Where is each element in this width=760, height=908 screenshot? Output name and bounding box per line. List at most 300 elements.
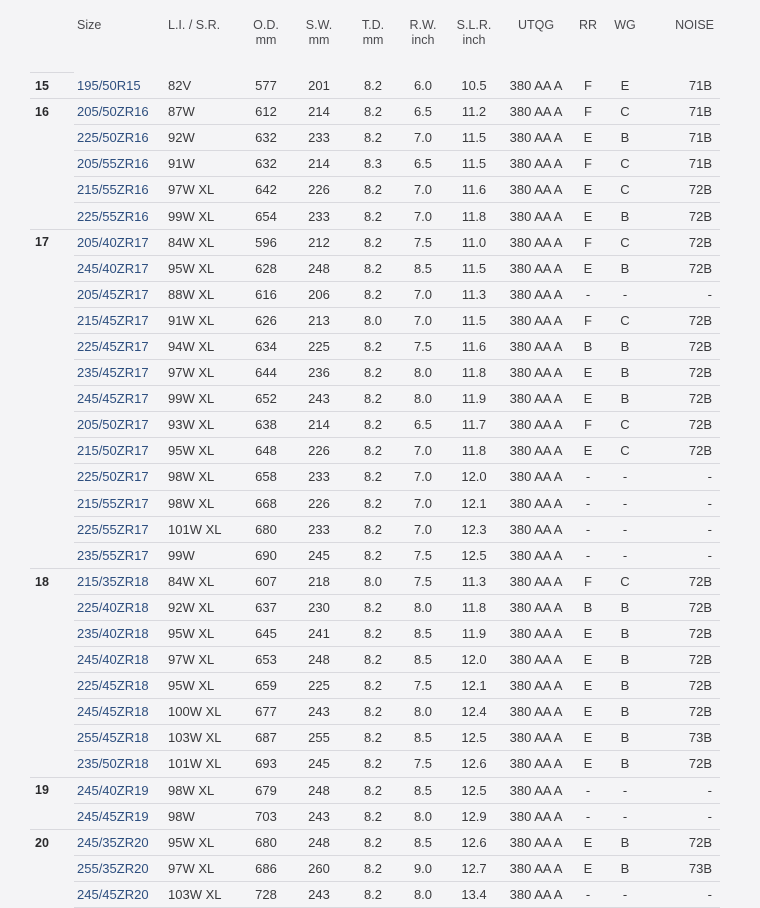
od-cell: 668 — [240, 490, 292, 516]
wg-cell: - — [606, 881, 644, 907]
size-cell: 225/55ZR16 — [74, 203, 168, 229]
slr-cell: 11.7 — [446, 412, 502, 438]
od-cell: 645 — [240, 620, 292, 646]
sw-cell: 248 — [292, 829, 346, 855]
wg-cell: B — [606, 647, 644, 673]
utqg-cell: 380 AA A — [502, 177, 570, 203]
size-cell: 245/45ZR17 — [74, 386, 168, 412]
rim-cell — [30, 699, 74, 725]
load-index-cell: 100W XL — [168, 699, 240, 725]
wg-cell: C — [606, 99, 644, 125]
rw-header-label: R.W. — [409, 18, 437, 32]
utqg-cell: 380 AA A — [502, 438, 570, 464]
size-cell: 215/35ZR18 — [74, 568, 168, 594]
rr-cell: E — [570, 673, 606, 699]
rr-cell: F — [570, 412, 606, 438]
table-row — [30, 594, 720, 620]
rim-cell — [30, 281, 74, 307]
rw-cell: 7.5 — [400, 751, 446, 777]
load-index-cell: 103W XL — [168, 881, 240, 907]
rw-cell: 6.0 — [400, 73, 446, 99]
wg-cell: B — [606, 699, 644, 725]
rim-cell — [30, 177, 74, 203]
rw-cell: 8.0 — [400, 594, 446, 620]
wg-cell: - — [606, 803, 644, 829]
od-cell: 642 — [240, 177, 292, 203]
utqg-cell: 380 AA A — [502, 281, 570, 307]
rw-cell: 8.0 — [400, 699, 446, 725]
rw-cell: 8.5 — [400, 777, 446, 803]
table-row — [30, 360, 720, 386]
slr-cell: 11.3 — [446, 568, 502, 594]
rw-cell: 8.0 — [400, 881, 446, 907]
load-index-cell: 95W XL — [168, 255, 240, 281]
slr-cell: 12.3 — [446, 516, 502, 542]
rim-cell — [30, 360, 74, 386]
load-index-cell: 91W XL — [168, 307, 240, 333]
td-cell: 8.2 — [346, 99, 400, 125]
rim-cell: 15 — [30, 73, 74, 99]
table-row — [30, 673, 720, 699]
noise-cell: 71B — [644, 151, 720, 177]
load-index-cell: 101W XL — [168, 516, 240, 542]
noise-cell: - — [644, 881, 720, 907]
table-row — [30, 73, 720, 99]
table-body — [30, 73, 720, 908]
wg-cell: B — [606, 673, 644, 699]
sw-cell: 213 — [292, 307, 346, 333]
wg-cell: C — [606, 151, 644, 177]
tire-spec-table — [30, 10, 720, 908]
load-index-cell: 95W XL — [168, 673, 240, 699]
od-cell: 632 — [240, 151, 292, 177]
od-cell: 693 — [240, 751, 292, 777]
slr-cell: 11.5 — [446, 307, 502, 333]
slr-cell: 11.8 — [446, 438, 502, 464]
table-row — [30, 333, 720, 359]
rim-cell — [30, 333, 74, 359]
sw-cell: 214 — [292, 99, 346, 125]
rw-cell: 7.5 — [400, 333, 446, 359]
rim-cell — [30, 516, 74, 542]
wg-cell: C — [606, 438, 644, 464]
size-cell: 225/50ZR17 — [74, 464, 168, 490]
rw-cell: 7.5 — [400, 568, 446, 594]
wg-cell: B — [606, 125, 644, 151]
rim-cell — [30, 464, 74, 490]
slr-cell: 11.5 — [446, 125, 502, 151]
rw-cell: 8.5 — [400, 725, 446, 751]
td-cell: 8.2 — [346, 516, 400, 542]
rr-cell: B — [570, 333, 606, 359]
size-cell: 235/40ZR18 — [74, 620, 168, 646]
load-index-cell: 93W XL — [168, 412, 240, 438]
sw-cell: 226 — [292, 490, 346, 516]
sw-cell: 206 — [292, 281, 346, 307]
slr-cell: 11.8 — [446, 360, 502, 386]
rim-cell — [30, 542, 74, 568]
slr-cell: 10.5 — [446, 73, 502, 99]
td-cell: 8.2 — [346, 829, 400, 855]
noise-cell: 72B — [644, 307, 720, 333]
utqg-cell: 380 AA A — [502, 751, 570, 777]
td-cell: 8.2 — [346, 464, 400, 490]
od-cell: 577 — [240, 73, 292, 99]
rim-cell: 20 — [30, 829, 74, 855]
wg-cell: C — [606, 307, 644, 333]
rr-cell: E — [570, 647, 606, 673]
noise-cell: 72B — [644, 647, 720, 673]
od-cell: 654 — [240, 203, 292, 229]
sw-cell: 245 — [292, 542, 346, 568]
sw-cell: 233 — [292, 125, 346, 151]
load-index-cell: 97W XL — [168, 855, 240, 881]
table-row — [30, 751, 720, 777]
utqg-cell: 380 AA A — [502, 594, 570, 620]
load-index-cell: 98W XL — [168, 464, 240, 490]
rr-cell: E — [570, 203, 606, 229]
td-cell: 8.2 — [346, 673, 400, 699]
rw-cell: 7.5 — [400, 673, 446, 699]
sw-cell: 226 — [292, 438, 346, 464]
wg-cell: - — [606, 542, 644, 568]
slr-cell: 11.9 — [446, 386, 502, 412]
load-index-cell: 97W XL — [168, 647, 240, 673]
table-row — [30, 620, 720, 646]
td-header-label: T.D. — [361, 18, 385, 32]
size-cell: 205/45ZR17 — [74, 281, 168, 307]
rr-cell: E — [570, 725, 606, 751]
size-cell: 245/35ZR20 — [74, 829, 168, 855]
utqg-cell: 380 AA A — [502, 255, 570, 281]
rw-header — [400, 10, 446, 73]
rim-cell: 16 — [30, 99, 74, 125]
rr-cell: F — [570, 73, 606, 99]
size-cell: 245/40ZR18 — [74, 647, 168, 673]
rim-cell — [30, 881, 74, 907]
load-index-cell: 103W XL — [168, 725, 240, 751]
od-cell: 686 — [240, 855, 292, 881]
sw-cell: 201 — [292, 73, 346, 99]
rim-cell: 18 — [30, 568, 74, 594]
table-row — [30, 725, 720, 751]
od-cell: 616 — [240, 281, 292, 307]
rim-cell — [30, 490, 74, 516]
wg-cell: C — [606, 568, 644, 594]
td-cell: 8.2 — [346, 255, 400, 281]
load-index-cell: 87W — [168, 99, 240, 125]
rr-cell: E — [570, 855, 606, 881]
noise-cell: 72B — [644, 594, 720, 620]
slr-cell: 12.5 — [446, 542, 502, 568]
table-row — [30, 125, 720, 151]
slr-cell: 12.0 — [446, 464, 502, 490]
wg-cell: B — [606, 620, 644, 646]
od-cell: 637 — [240, 594, 292, 620]
size-cell: 205/55ZR16 — [74, 151, 168, 177]
od-cell: 680 — [240, 829, 292, 855]
wg-cell: B — [606, 751, 644, 777]
wg-cell: - — [606, 777, 644, 803]
rw-cell: 8.5 — [400, 255, 446, 281]
wg-cell: B — [606, 203, 644, 229]
rr-cell: - — [570, 542, 606, 568]
noise-cell: - — [644, 490, 720, 516]
rim-cell: 19 — [30, 777, 74, 803]
wg-cell: B — [606, 855, 644, 881]
td-cell: 8.2 — [346, 386, 400, 412]
td-cell: 8.0 — [346, 307, 400, 333]
size-cell: 205/50ZR16 — [74, 99, 168, 125]
sw-cell: 230 — [292, 594, 346, 620]
td-header — [346, 10, 400, 73]
load-index-cell: 99W XL — [168, 203, 240, 229]
od-header-label: O.D. — [253, 18, 279, 32]
utqg-cell: 380 AA A — [502, 855, 570, 881]
table-row — [30, 255, 720, 281]
noise-cell: 72B — [644, 751, 720, 777]
size-cell: 235/45ZR17 — [74, 360, 168, 386]
table-row — [30, 542, 720, 568]
wg-cell: - — [606, 464, 644, 490]
load-index-cell: 98W — [168, 803, 240, 829]
rr-cell: E — [570, 438, 606, 464]
rw-header-unit: inch — [411, 33, 435, 47]
utqg-cell: 380 AA A — [502, 386, 570, 412]
td-cell: 8.2 — [346, 751, 400, 777]
table-row — [30, 99, 720, 125]
noise-cell: 72B — [644, 568, 720, 594]
table-row — [30, 203, 720, 229]
rr-cell: E — [570, 125, 606, 151]
size-cell: 255/35ZR20 — [74, 855, 168, 881]
sw-cell: 248 — [292, 647, 346, 673]
rim-cell — [30, 803, 74, 829]
utqg-cell: 380 AA A — [502, 777, 570, 803]
sw-cell: 243 — [292, 803, 346, 829]
sw-cell: 214 — [292, 151, 346, 177]
utqg-cell: 380 AA A — [502, 333, 570, 359]
size-cell: 225/45ZR17 — [74, 333, 168, 359]
slr-cell: 11.8 — [446, 203, 502, 229]
slr-cell: 11.2 — [446, 99, 502, 125]
utqg-cell: 380 AA A — [502, 829, 570, 855]
od-cell: 628 — [240, 255, 292, 281]
size-cell: 215/55ZR16 — [74, 177, 168, 203]
slr-cell: 12.1 — [446, 490, 502, 516]
sw-cell: 212 — [292, 229, 346, 255]
noise-cell: 72B — [644, 829, 720, 855]
rw-cell: 7.0 — [400, 125, 446, 151]
noise-cell: 71B — [644, 125, 720, 151]
wg-cell: E — [606, 73, 644, 99]
utqg-cell: 380 AA A — [502, 647, 570, 673]
od-cell: 634 — [240, 333, 292, 359]
rw-cell: 7.0 — [400, 177, 446, 203]
rw-cell: 7.5 — [400, 542, 446, 568]
wg-cell: B — [606, 594, 644, 620]
rw-cell: 7.0 — [400, 490, 446, 516]
rw-cell: 7.0 — [400, 281, 446, 307]
table-row — [30, 177, 720, 203]
td-cell: 8.2 — [346, 699, 400, 725]
size-cell: 225/55ZR17 — [74, 516, 168, 542]
load-index-cell: 84W XL — [168, 568, 240, 594]
sw-cell: 233 — [292, 464, 346, 490]
wg-cell: - — [606, 281, 644, 307]
sw-cell: 255 — [292, 725, 346, 751]
utqg-cell: 380 AA A — [502, 229, 570, 255]
od-cell: 703 — [240, 803, 292, 829]
sw-header — [292, 10, 346, 73]
td-cell: 8.2 — [346, 620, 400, 646]
rim-cell — [30, 438, 74, 464]
noise-cell: - — [644, 777, 720, 803]
noise-cell: - — [644, 803, 720, 829]
td-cell: 8.2 — [346, 73, 400, 99]
slr-cell: 11.9 — [446, 620, 502, 646]
wg-cell: B — [606, 360, 644, 386]
od-cell: 644 — [240, 360, 292, 386]
slr-cell: 11.3 — [446, 281, 502, 307]
noise-header: NOISE — [675, 18, 714, 32]
noise-cell: 72B — [644, 177, 720, 203]
wg-cell: B — [606, 386, 644, 412]
size-cell: 215/50ZR17 — [74, 438, 168, 464]
od-header-unit: mm — [255, 33, 277, 47]
table-row — [30, 803, 720, 829]
rr-cell: E — [570, 255, 606, 281]
utqg-cell: 380 AA A — [502, 516, 570, 542]
load-index-cell: 92W — [168, 125, 240, 151]
noise-cell: - — [644, 516, 720, 542]
wg-header: WG — [614, 18, 636, 32]
sw-cell: 243 — [292, 386, 346, 412]
noise-cell: 73B — [644, 855, 720, 881]
td-cell: 8.2 — [346, 725, 400, 751]
sw-cell: 218 — [292, 568, 346, 594]
utqg-cell: 380 AA A — [502, 412, 570, 438]
td-cell: 8.2 — [346, 229, 400, 255]
utqg-cell: 380 AA A — [502, 620, 570, 646]
rw-cell: 8.5 — [400, 647, 446, 673]
wg-cell: B — [606, 333, 644, 359]
od-cell: 638 — [240, 412, 292, 438]
table-row — [30, 699, 720, 725]
rw-cell: 7.0 — [400, 516, 446, 542]
utqg-cell: 380 AA A — [502, 699, 570, 725]
slr-cell: 13.4 — [446, 881, 502, 907]
rw-cell: 6.5 — [400, 151, 446, 177]
utqg-cell: 380 AA A — [502, 803, 570, 829]
table-row — [30, 516, 720, 542]
td-cell: 8.3 — [346, 151, 400, 177]
wg-cell: B — [606, 829, 644, 855]
od-cell: 728 — [240, 881, 292, 907]
sw-cell: 236 — [292, 360, 346, 386]
rr-cell: - — [570, 881, 606, 907]
utqg-cell: 380 AA A — [502, 125, 570, 151]
rw-cell: 7.0 — [400, 307, 446, 333]
noise-cell: 72B — [644, 620, 720, 646]
td-cell: 8.2 — [346, 647, 400, 673]
sw-header-label: S.W. — [305, 18, 333, 32]
rr-cell: F — [570, 229, 606, 255]
utqg-header: UTQG — [517, 18, 555, 32]
table-row — [30, 151, 720, 177]
sw-cell: 260 — [292, 855, 346, 881]
sw-cell: 225 — [292, 673, 346, 699]
td-cell: 8.2 — [346, 777, 400, 803]
load-index-cell: 98W XL — [168, 777, 240, 803]
td-cell: 8.2 — [346, 438, 400, 464]
size-cell: 245/45ZR20 — [74, 881, 168, 907]
td-cell: 8.2 — [346, 203, 400, 229]
slr-cell: 12.4 — [446, 699, 502, 725]
wg-cell: C — [606, 229, 644, 255]
noise-cell: 72B — [644, 255, 720, 281]
rr-cell: - — [570, 516, 606, 542]
rw-cell: 6.5 — [400, 412, 446, 438]
td-cell: 8.2 — [346, 360, 400, 386]
size-cell: 245/45ZR18 — [74, 699, 168, 725]
table-row — [30, 281, 720, 307]
od-cell: 679 — [240, 777, 292, 803]
size-cell: 235/55ZR17 — [74, 542, 168, 568]
slr-cell: 11.8 — [446, 594, 502, 620]
rw-cell: 8.5 — [400, 829, 446, 855]
rw-cell: 7.0 — [400, 438, 446, 464]
rw-cell: 7.0 — [400, 203, 446, 229]
od-cell: 659 — [240, 673, 292, 699]
size-cell: 245/45ZR19 — [74, 803, 168, 829]
size-cell: 215/55ZR17 — [74, 490, 168, 516]
noise-cell: 72B — [644, 203, 720, 229]
table-row — [30, 829, 720, 855]
rr-cell: F — [570, 151, 606, 177]
td-header-unit: mm — [362, 33, 384, 47]
table-row — [30, 307, 720, 333]
rr-cell: - — [570, 777, 606, 803]
utqg-cell: 380 AA A — [502, 151, 570, 177]
sw-cell: 243 — [292, 699, 346, 725]
size-cell: 195/50R15 — [74, 73, 168, 99]
td-cell: 8.2 — [346, 177, 400, 203]
rim-cell — [30, 620, 74, 646]
rim-cell — [30, 594, 74, 620]
od-cell: 632 — [240, 125, 292, 151]
od-cell: 680 — [240, 516, 292, 542]
od-cell: 658 — [240, 464, 292, 490]
utqg-cell: 380 AA A — [502, 568, 570, 594]
size-cell: 225/45ZR18 — [74, 673, 168, 699]
td-cell: 8.2 — [346, 281, 400, 307]
table-row — [30, 647, 720, 673]
od-cell: 612 — [240, 99, 292, 125]
wg-cell: B — [606, 725, 644, 751]
utqg-cell: 380 AA A — [502, 490, 570, 516]
slr-cell: 11.5 — [446, 151, 502, 177]
td-cell: 8.2 — [346, 594, 400, 620]
wg-cell: - — [606, 490, 644, 516]
rr-cell: E — [570, 751, 606, 777]
rr-cell: - — [570, 464, 606, 490]
rr-cell: E — [570, 699, 606, 725]
slr-cell: 12.5 — [446, 777, 502, 803]
slr-cell: 11.6 — [446, 177, 502, 203]
table-header — [30, 10, 720, 73]
noise-cell: 72B — [644, 229, 720, 255]
